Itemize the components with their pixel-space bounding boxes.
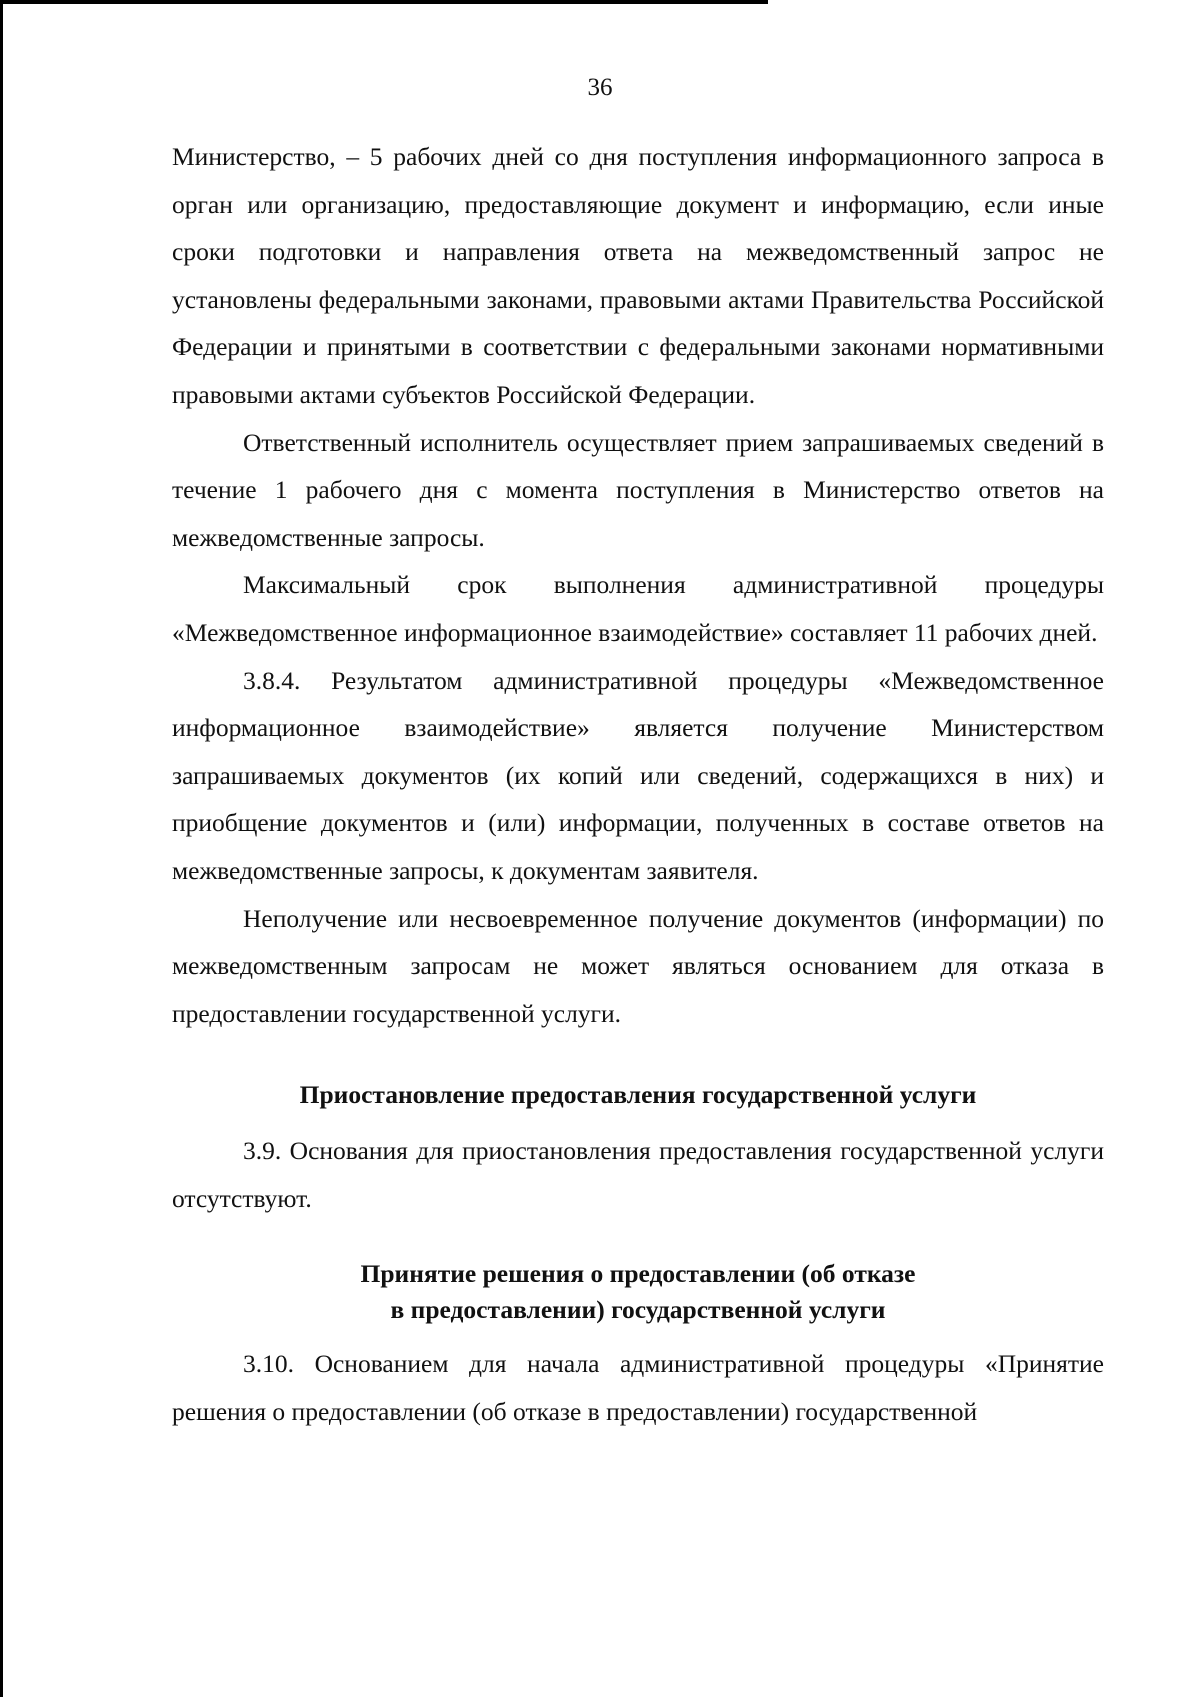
paragraph-max-term: Максимальный срок выполнения административной процедуры «Межведомственное информационное взаимодействие» составляет 11 рабочих дней. xyxy=(172,570,1104,647)
paragraph-3-10: 3.10. Основанием для начала административной процедуры «Принятие решения о предоставлении (об отказе в предоставлении) государственной xyxy=(172,1349,1104,1427)
paragraph-3-9: 3.9. Основания для приостановления предоставления государственной услуги отсутствуют. xyxy=(172,1136,1104,1213)
paragraph-3-8-4: 3.8.4. Результатом административной процедуры «Межведомственное информационное взаимодействие» является получение Министерством запрашиваемых документов (их копий или сведений, содержащихся в них) и приобщение документов и (или) информации, полученных в составе ответов на межведомственные запросы, к документам заявителя. xyxy=(172,665,1104,885)
section-heading-decision: Принятие решения о предоставлении (об отказе в предоставлении) государственной услуги xyxy=(360,1259,916,1325)
section-heading-suspension: Приостановление предоставления государственной услуги xyxy=(299,1080,977,1110)
page-number: 36 xyxy=(587,74,613,101)
paragraph-non-receipt: Неполучение или несвоевременное получение документов (информации) по межведомственным запросам не может являться основанием для отказа в предоставлении государственной услуги. xyxy=(172,903,1104,1028)
paragraph-executor-receipt: Ответственный исполнитель осуществляет прием запрашиваемых сведений в течение 1 рабочего дня с момента поступления в Министерство ответов на межведомственные запросы. xyxy=(172,427,1104,552)
paragraph-ministry-deadline: Министерство, – 5 рабочих дней со дня поступления информационного запроса в орган или организацию, предоставляющие документ и информацию, если иные сроки подготовки и направления ответа на межведомственный запрос не установлены федеральными законами, правовыми актами Правительства Российской Федерации и принятыми в соответствии с федеральными законами нормативными правовыми актами субъектов Российской Федерации. xyxy=(172,142,1104,409)
document-body xyxy=(172,133,1104,1436)
page-edge-top xyxy=(0,0,768,4)
page-edge-left xyxy=(0,0,3,1697)
